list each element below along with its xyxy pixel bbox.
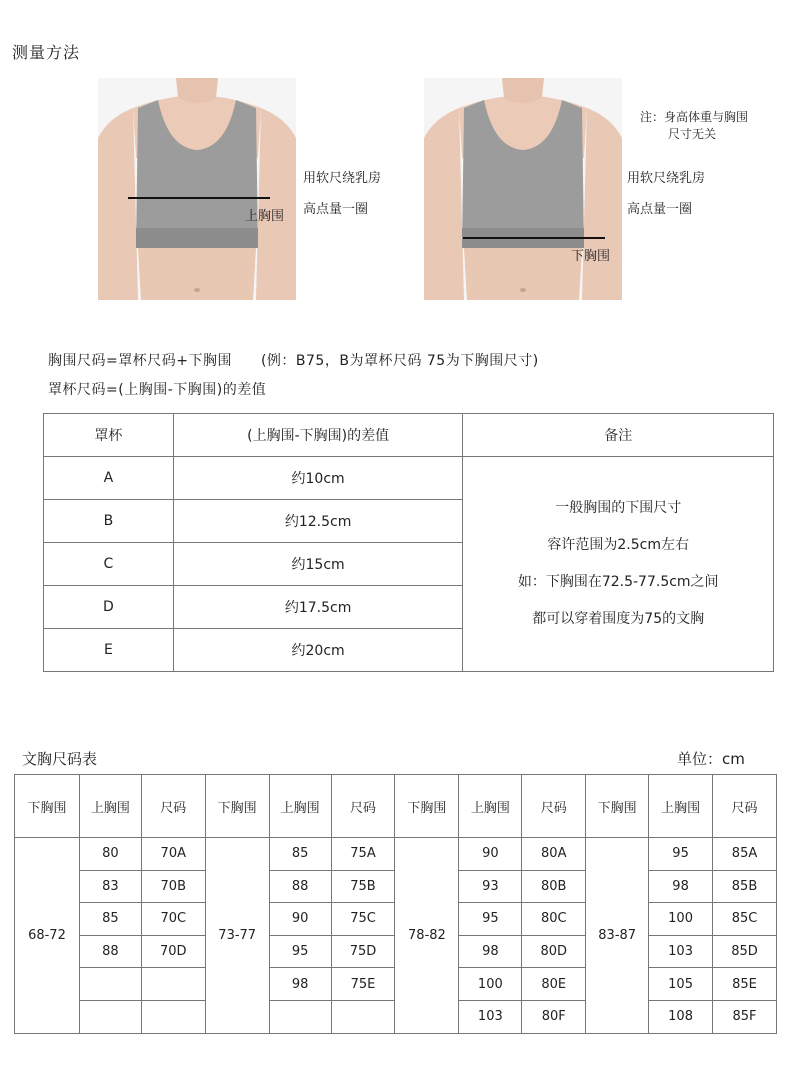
size-cell bbox=[141, 1000, 205, 1033]
upper-bust-cell: 83 bbox=[79, 870, 141, 903]
under-bust-header: 下胸围 bbox=[15, 775, 80, 838]
upper-bust-cell: 98 bbox=[459, 935, 522, 968]
upper-bust-header: 上胸围 bbox=[649, 775, 713, 838]
remark-line: 一般胸围的下围尺寸 bbox=[555, 500, 682, 516]
size-cell: 75C bbox=[331, 903, 395, 936]
upper-bust-cell: 100 bbox=[459, 968, 522, 1001]
instruction-line1-left: 用软尺绕乳房 bbox=[303, 171, 382, 186]
size-cell: 70D bbox=[141, 935, 205, 968]
table-row bbox=[44, 457, 774, 500]
size-cell: 85C bbox=[713, 903, 777, 936]
remark-cell bbox=[463, 457, 774, 672]
upper-bust-line bbox=[128, 197, 270, 199]
upper-bust-cell: 95 bbox=[649, 838, 713, 871]
upper-bust-cell: 88 bbox=[269, 870, 331, 903]
under-bust-label: 下胸围 bbox=[571, 249, 611, 264]
size-cell: 70B bbox=[141, 870, 205, 903]
table-row bbox=[15, 838, 777, 871]
size-cell: 80B bbox=[522, 870, 586, 903]
note-line1: 注：身高体重与胸围 bbox=[640, 110, 749, 124]
size-cell: 75A bbox=[331, 838, 395, 871]
under-bust-header: 下胸围 bbox=[205, 775, 269, 838]
cup-cell: E bbox=[44, 629, 174, 672]
under-bust-header: 下胸围 bbox=[586, 775, 649, 838]
diff-cell: 约17.5cm bbox=[173, 586, 463, 629]
instruction-line2-left: 高点量一圈 bbox=[303, 202, 369, 217]
upper-bust-cell: 80 bbox=[79, 838, 141, 871]
size-chart-title: 文胸尺码表 bbox=[22, 750, 98, 768]
diff-cell: 约15cm bbox=[173, 543, 463, 586]
upper-bust-cell: 93 bbox=[459, 870, 522, 903]
under-bust-header: 下胸围 bbox=[395, 775, 459, 838]
size-cell: 85F bbox=[713, 1000, 777, 1033]
upper-bust-cell: 105 bbox=[649, 968, 713, 1001]
size-cell: 85D bbox=[713, 935, 777, 968]
model-photo-upper-bust bbox=[98, 78, 296, 300]
under-bust-range: 83-87 bbox=[586, 838, 649, 1034]
size-cell: 75D bbox=[331, 935, 395, 968]
size-cell: 80E bbox=[522, 968, 586, 1001]
size-cell bbox=[141, 968, 205, 1001]
upper-bust-cell: 90 bbox=[269, 903, 331, 936]
upper-bust-cell: 103 bbox=[459, 1000, 522, 1033]
upper-bust-label: 上胸围 bbox=[245, 209, 285, 224]
upper-bust-cell: 100 bbox=[649, 903, 713, 936]
upper-bust-header: 上胸围 bbox=[459, 775, 522, 838]
size-header: 尺码 bbox=[522, 775, 586, 838]
diff-header: (上胸围-下胸围)的差值 bbox=[173, 414, 463, 457]
diff-cell: 约12.5cm bbox=[173, 500, 463, 543]
instruction-line2-right: 高点量一圈 bbox=[627, 202, 693, 217]
upper-bust-header: 上胸围 bbox=[269, 775, 331, 838]
size-cell: 85B bbox=[713, 870, 777, 903]
under-bust-range: 73-77 bbox=[205, 838, 269, 1034]
size-chart-table bbox=[14, 774, 777, 1034]
size-cell: 80A bbox=[522, 838, 586, 871]
upper-bust-cell: 98 bbox=[649, 870, 713, 903]
upper-bust-cell bbox=[79, 968, 141, 1001]
size-header: 尺码 bbox=[141, 775, 205, 838]
under-bust-line bbox=[463, 237, 605, 239]
cup-table-header-row bbox=[44, 414, 774, 457]
size-cell: 85A bbox=[713, 838, 777, 871]
size-chart-unit: 单位：cm bbox=[677, 750, 745, 768]
remark-line: 都可以穿着围度为75的文胸 bbox=[532, 611, 705, 627]
cup-header: 罩杯 bbox=[44, 414, 174, 457]
upper-bust-cell: 98 bbox=[269, 968, 331, 1001]
size-header: 尺码 bbox=[713, 775, 777, 838]
upper-bust-cell: 85 bbox=[79, 903, 141, 936]
model-photo-under-bust bbox=[424, 78, 622, 300]
size-cell: 75B bbox=[331, 870, 395, 903]
note-line2: 尺寸无关 bbox=[668, 127, 717, 141]
instruction-line1-right: 用软尺绕乳房 bbox=[627, 171, 706, 186]
size-cell: 70A bbox=[141, 838, 205, 871]
cup-table bbox=[43, 413, 774, 672]
size-cell: 80F bbox=[522, 1000, 586, 1033]
upper-bust-cell: 103 bbox=[649, 935, 713, 968]
size-header: 尺码 bbox=[331, 775, 395, 838]
upper-bust-cell: 108 bbox=[649, 1000, 713, 1033]
cup-cell: B bbox=[44, 500, 174, 543]
diff-cell: 约20cm bbox=[173, 629, 463, 672]
size-chart-header-row bbox=[15, 775, 777, 838]
size-cell: 80C bbox=[522, 903, 586, 936]
formula-line1: 胸围尺码=罩杯尺码+下胸围 (例：B75，B为罩杯尺码 75为下胸围尺寸) bbox=[48, 353, 539, 369]
upper-bust-header: 上胸围 bbox=[79, 775, 141, 838]
remark-line: 如：下胸围在72.5-77.5cm之间 bbox=[517, 574, 719, 590]
upper-bust-cell: 88 bbox=[79, 935, 141, 968]
remark-line: 容许范围为2.5cm左右 bbox=[547, 537, 689, 553]
size-cell: 80D bbox=[522, 935, 586, 968]
upper-bust-cell: 85 bbox=[269, 838, 331, 871]
under-bust-range: 68-72 bbox=[15, 838, 80, 1034]
size-cell bbox=[331, 1000, 395, 1033]
page-title: 测量方法 bbox=[12, 43, 81, 62]
cup-cell: C bbox=[44, 543, 174, 586]
cup-cell: D bbox=[44, 586, 174, 629]
diff-cell: 约10cm bbox=[173, 457, 463, 500]
upper-bust-cell bbox=[79, 1000, 141, 1033]
size-cell: 75E bbox=[331, 968, 395, 1001]
upper-bust-cell bbox=[269, 1000, 331, 1033]
size-cell: 85E bbox=[713, 968, 777, 1001]
upper-bust-cell: 90 bbox=[459, 838, 522, 871]
remark-header: 备注 bbox=[463, 414, 774, 457]
formula-line2: 罩杯尺码=(上胸围-下胸围)的差值 bbox=[48, 382, 267, 398]
under-bust-range: 78-82 bbox=[395, 838, 459, 1034]
cup-cell: A bbox=[44, 457, 174, 500]
upper-bust-cell: 95 bbox=[459, 903, 522, 936]
upper-bust-cell: 95 bbox=[269, 935, 331, 968]
size-cell: 70C bbox=[141, 903, 205, 936]
